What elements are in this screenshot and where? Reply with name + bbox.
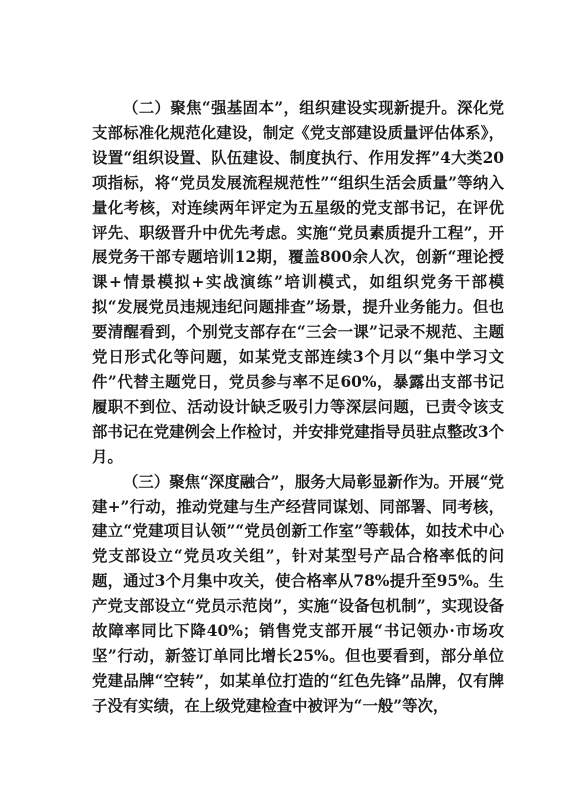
document-body xyxy=(92,96,504,719)
paragraph-section-3: （三）聚焦“深度融合”，服务大局彰显新作为。开展“党建+”行动，推动党建与生产经营同谋划、同部署、同考核，建立“党建项目认领”“党员创新工作室”等载体，如技术中心党支部设立“党员攻关组”，针对某型号产品合格率低的问题，通过3个月集中攻关，使合格率从78%提升至95%。生产党支部设立“党员示范岗”，实施“设备包机制”，实现设备故障率同比下降40%；销售党支部开展“书记领办·市场攻坚”行动，新签订单同比增长25%。但也要看到，部分单位党建品牌“空转”，如某单位打造的“红色先锋”品牌，仅有牌子没有实绩，在上级党建检查中被评为“一般”等次， xyxy=(92,472,504,715)
paragraph-section-2: （二）聚焦“强基固本”，组织建设实现新提升。深化党支部标准化规范化建设，制定《党支部建设质量评估体系》，设置“组织设置、队伍建设、制度执行、作用发挥”4大类20项指标，将“党员发展流程规范性”“组织生活会质量”等纳入量化考核，对连续两年评定为五星级的党支部书记，在评优评先、职级晋升中优先考虑。实施“党员素质提升工程”，开展党务干部专题培训12期，覆盖800余人次，创新“理论授课+情景模拟+实战演练”培训模式，如组织党务干部模拟“发展党员违规违纪问题排查”场景，提升业务能力。但也要清醒看到，个别党支部存在“三会一课”记录不规范、主题党日形式化等问题，如某党支部连续3个月以“集中学习文件”代替主题党日，党员参与率不足60%，暴露出支部书记履职不到位、活动设计缺乏吸引力等深层问题，已责令该支部书记在党建例会上作检讨，并安排党建指导员驻点整改3个月。 xyxy=(92,99,504,466)
